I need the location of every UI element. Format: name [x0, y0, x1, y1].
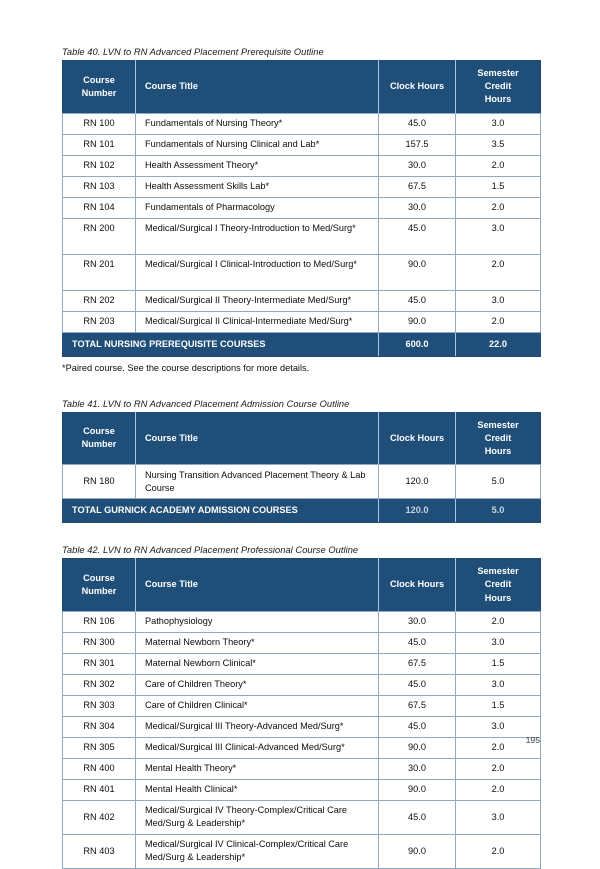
cell-course-number: RN 303: [63, 695, 136, 716]
table-body: [63, 465, 541, 523]
course-number-label-line1: Course: [83, 74, 115, 85]
cell-course-number: RN 402: [63, 800, 136, 834]
cell-clock-hours: 90.0: [379, 834, 456, 868]
cell-credit-hours: 2.0: [456, 779, 541, 800]
cell-course-number: RN 400: [63, 758, 136, 779]
total-clock-hours: 120.0: [379, 499, 456, 523]
cell-course-number: RN 403: [63, 834, 136, 868]
table-row: [63, 311, 541, 332]
table-total-row: [63, 332, 541, 356]
cell-course-number: RN 304: [63, 716, 136, 737]
table-row: [63, 197, 541, 218]
total-label: TOTAL GURNICK ACADEMY ADMISSION COURSES: [63, 499, 379, 523]
table-row: [63, 176, 541, 197]
cell-course-number: RN 100: [63, 113, 136, 134]
prerequisite-outline-table: [62, 60, 541, 357]
cell-course-title: Fundamentals of Nursing Clinical and Lab*: [136, 134, 379, 155]
cell-credit-hours: 2.0: [456, 311, 541, 332]
cell-course-number: RN 102: [63, 155, 136, 176]
cell-credit-hours: 3.0: [456, 800, 541, 834]
cell-course-number: RN 305: [63, 737, 136, 758]
table-header: [63, 412, 541, 465]
table-row: [63, 465, 541, 499]
cell-credit-hours: 2.0: [456, 611, 541, 632]
cell-course-title: Fundamentals of Pharmacology: [136, 197, 379, 218]
total-clock-hours: 600.0: [379, 332, 456, 356]
table-body: [63, 113, 541, 356]
cell-course-title: Nursing Transition Advanced Placement Theory & Lab Course: [136, 465, 379, 499]
cell-course-number: RN 180: [63, 465, 136, 499]
table-row: [63, 834, 541, 868]
table-header: [63, 61, 541, 114]
cell-course-title: Medical/Surgical III Clinical-Advanced Med/Surg*: [136, 737, 379, 758]
cell-course-title: Medical/Surgical III Theory-Advanced Med/Surg*: [136, 716, 379, 737]
semester-credit-label-line2: Credit: [484, 81, 512, 92]
cell-course-number: RN 202: [63, 290, 136, 311]
cell-clock-hours: 67.5: [379, 695, 456, 716]
cell-credit-hours: 2.0: [456, 155, 541, 176]
column-header-course-number: [63, 412, 136, 465]
cell-course-number: RN 201: [63, 254, 136, 290]
cell-credit-hours: 1.5: [456, 176, 541, 197]
cell-clock-hours: 45.0: [379, 632, 456, 653]
cell-credit-hours: 2.0: [456, 758, 541, 779]
semester-credit-label-line1: Semester: [477, 419, 519, 430]
cell-course-title: Mental Health Theory*: [136, 758, 379, 779]
course-number-label-line1: Course: [83, 572, 115, 583]
cell-course-title: Pathophysiology: [136, 611, 379, 632]
cell-clock-hours: 30.0: [379, 611, 456, 632]
cell-course-title: Fundamentals of Nursing Theory*: [136, 113, 379, 134]
cell-course-number: RN 101: [63, 134, 136, 155]
table-row: [63, 113, 541, 134]
cell-course-title: Medical/Surgical I Clinical-Introduction to Med/Surg*: [136, 254, 379, 290]
table-caption-41: Table 41. LVN to RN Advanced Placement Admission Course Outline: [62, 398, 350, 409]
semester-credit-label-line3: Hours: [484, 592, 512, 603]
page-content: [62, 46, 540, 869]
cell-clock-hours: 90.0: [379, 254, 456, 290]
section-gap: [62, 375, 540, 398]
cell-course-title: Care of Children Clinical*: [136, 695, 379, 716]
semester-credit-label-line1: Semester: [477, 566, 519, 577]
column-header-clock-hours: Clock Hours: [379, 559, 456, 612]
column-header-course-number: [63, 61, 136, 114]
column-header-semester-credit-hours: [456, 412, 541, 465]
cell-credit-hours: 1.5: [456, 695, 541, 716]
section-gap: [62, 523, 540, 544]
cell-credit-hours: 3.0: [456, 218, 541, 254]
course-number-label-line2: Number: [81, 586, 117, 597]
professional-course-outline-table: [62, 558, 541, 869]
cell-clock-hours: 30.0: [379, 197, 456, 218]
cell-clock-hours: 45.0: [379, 218, 456, 254]
cell-course-number: RN 203: [63, 311, 136, 332]
cell-clock-hours: 67.5: [379, 176, 456, 197]
cell-course-title: Care of Children Theory*: [136, 674, 379, 695]
cell-clock-hours: 45.0: [379, 716, 456, 737]
column-header-course-number: [63, 559, 136, 612]
total-label: TOTAL NURSING PREREQUISITE COURSES: [63, 332, 379, 356]
cell-credit-hours: 2.0: [456, 197, 541, 218]
cell-course-title: Medical/Surgical IV Theory-Complex/Critical Care Med/Surg & Leadership*: [136, 800, 379, 834]
table-row: [63, 254, 541, 290]
cell-credit-hours: 3.0: [456, 113, 541, 134]
cell-clock-hours: 45.0: [379, 290, 456, 311]
cell-course-number: RN 200: [63, 218, 136, 254]
semester-credit-label-line3: Hours: [484, 446, 512, 457]
cell-clock-hours: 90.0: [379, 737, 456, 758]
table-header-row: [63, 61, 541, 114]
course-number-label-line2: Number: [81, 439, 117, 450]
cell-course-number: RN 301: [63, 653, 136, 674]
cell-course-number: RN 104: [63, 197, 136, 218]
table-caption-40: Table 40. LVN to RN Advanced Placement Prerequisite Outline: [62, 47, 324, 57]
column-header-course-title: Course Title: [136, 412, 379, 465]
semester-credit-label-line3: Hours: [484, 94, 512, 105]
cell-course-number: RN 300: [63, 632, 136, 653]
cell-course-number: RN 103: [63, 176, 136, 197]
table-row: [63, 632, 541, 653]
table-row: [63, 674, 541, 695]
semester-credit-label-line2: Credit: [484, 432, 512, 443]
cell-course-title: Medical/Surgical II Clinical-Intermediate Med/Surg*: [136, 311, 379, 332]
cell-credit-hours: 3.0: [456, 674, 541, 695]
cell-clock-hours: 45.0: [379, 113, 456, 134]
table-row: [63, 155, 541, 176]
cell-clock-hours: 30.0: [379, 155, 456, 176]
table-total-row: [63, 499, 541, 523]
cell-course-title: Maternal Newborn Theory*: [136, 632, 379, 653]
semester-credit-label-line1: Semester: [477, 68, 519, 78]
cell-course-number: RN 302: [63, 674, 136, 695]
cell-course-number: RN 401: [63, 779, 136, 800]
cell-clock-hours: 157.5: [379, 134, 456, 155]
cell-course-number: RN 106: [63, 611, 136, 632]
table-row: [63, 134, 541, 155]
cell-clock-hours: 90.0: [379, 779, 456, 800]
semester-credit-label-line2: Credit: [484, 579, 512, 590]
table-header-row: [63, 412, 541, 465]
cell-clock-hours: 67.5: [379, 653, 456, 674]
admission-course-outline-table: [62, 412, 541, 524]
cell-clock-hours: 45.0: [379, 674, 456, 695]
cell-credit-hours: 3.0: [456, 632, 541, 653]
table-row: [63, 800, 541, 834]
course-number-label-line1: Course: [83, 426, 115, 437]
table-row: [63, 779, 541, 800]
cell-course-title: Health Assessment Skills Lab*: [136, 176, 379, 197]
table-footnote-40: *Paired course. See the course descriptions for more details.: [62, 362, 310, 373]
column-header-clock-hours: Clock Hours: [379, 61, 456, 114]
table-header-row: [63, 559, 541, 612]
cell-course-title: Medical/Surgical II Theory-Intermediate Med/Surg*: [136, 290, 379, 311]
table-row: [63, 611, 541, 632]
table-caption-42: Table 42. LVN to RN Advanced Placement Professional Course Outline: [62, 545, 359, 556]
total-credit-hours: 22.0: [456, 332, 541, 356]
course-number-label-line2: Number: [81, 87, 117, 98]
page-number: 195: [525, 735, 540, 745]
table-header: [63, 559, 541, 612]
cell-course-title: Health Assessment Theory*: [136, 155, 379, 176]
cell-credit-hours: 5.0: [456, 465, 541, 499]
cell-course-title: Maternal Newborn Clinical*: [136, 653, 379, 674]
cell-clock-hours: 30.0: [379, 758, 456, 779]
column-header-semester-credit-hours: [456, 559, 541, 612]
cell-credit-hours: 3.0: [456, 290, 541, 311]
column-header-course-title: Course Title: [136, 559, 379, 612]
table-row: [63, 290, 541, 311]
cell-credit-hours: 3.0: [456, 716, 541, 737]
cell-credit-hours: 1.5: [456, 653, 541, 674]
cell-credit-hours: 3.5: [456, 134, 541, 155]
table-row: [63, 758, 541, 779]
table-row: [63, 653, 541, 674]
column-header-course-title: Course Title: [136, 61, 379, 114]
column-header-clock-hours: Clock Hours: [379, 412, 456, 465]
cell-clock-hours: 45.0: [379, 800, 456, 834]
total-credit-hours: 5.0: [456, 499, 541, 523]
table-row: [63, 695, 541, 716]
cell-course-title: Mental Health Clinical*: [136, 779, 379, 800]
cell-credit-hours: 2.0: [456, 737, 541, 758]
cell-clock-hours: 90.0: [379, 311, 456, 332]
cell-credit-hours: 2.0: [456, 834, 541, 868]
table-row: [63, 218, 541, 254]
cell-clock-hours: 120.0: [379, 465, 456, 499]
cell-course-title: Medical/Surgical IV Clinical-Complex/Critical Care Med/Surg & Leadership*: [136, 834, 379, 868]
column-header-semester-credit-hours: [456, 61, 541, 114]
cell-credit-hours: 2.0: [456, 254, 541, 290]
cell-course-title: Medical/Surgical I Theory-Introduction to Med/Surg*: [136, 218, 379, 254]
